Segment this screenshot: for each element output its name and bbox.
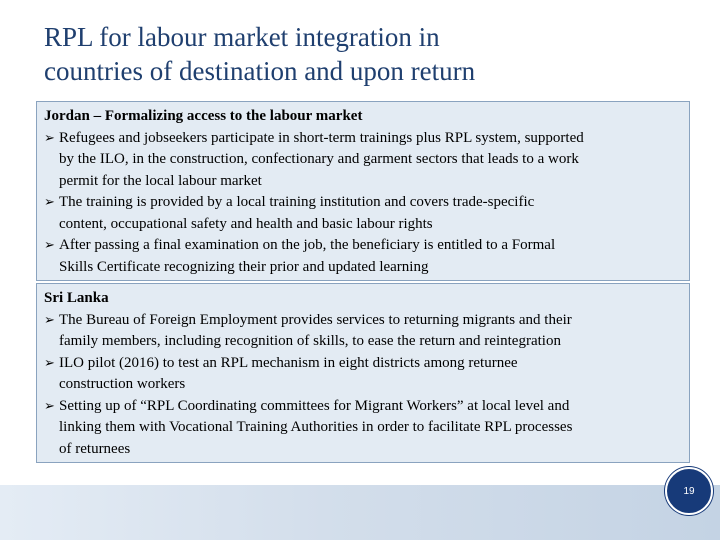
slide-title [44, 20, 684, 88]
bullet-line: by the ILO, in the construction, confectionary and garment sectors that leads to a work [59, 151, 579, 167]
arrow-bullet-icon: ➢ [44, 238, 55, 253]
section-heading: Sri Lanka [44, 290, 109, 306]
page-number: 19 [683, 485, 695, 497]
bullet-line: After passing a final examination on the job, the beneficiary is entitled to a Formal [59, 237, 556, 253]
bullet-line: The Bureau of Foreign Employment provides services to returning migrants and their [59, 311, 572, 328]
arrow-bullet-icon: ➢ [44, 398, 55, 414]
arrow-bullet-icon: ➢ [44, 355, 55, 371]
jordan-section [36, 101, 690, 281]
bullet-line: Skills Certificate recognizing their prior and updated learning [59, 258, 429, 275]
slide-title-line: RPL for labour market integration in [44, 22, 440, 52]
page-number-badge [665, 467, 713, 515]
bullet-item [44, 353, 683, 396]
bullet-item [44, 396, 683, 461]
bullet-line: The training is provided by a local training institution and covers trade-specific [59, 194, 535, 210]
bullet-line: family members, including recognition of skills, to ease the return and reintegration [59, 333, 561, 349]
bullet-line: ILO pilot (2016) to test an RPL mechanism in eight districts among returnee [59, 354, 518, 371]
bullet-item [44, 192, 683, 235]
arrow-bullet-icon: ➢ [44, 195, 55, 210]
slide-title-line: countries of destination and upon return [44, 56, 476, 86]
footer-band [0, 485, 720, 540]
bullet-line: linking them with Vocational Training Authorities in order to facilitate RPL processes [59, 419, 573, 435]
sri-lanka-section [36, 283, 690, 463]
bullet-line: Refugees and jobseekers participate in short-term trainings plus RPL system, supported [59, 129, 584, 146]
bullet-line: permit for the local labour market [59, 172, 262, 189]
bullet-line: content, occupational safety and health and basic labour rights [59, 215, 433, 232]
bullet-line: Setting up of “RPL Coordinating committees for Migrant Workers” at local level and [59, 397, 570, 414]
bullet-line: construction workers [59, 376, 186, 392]
arrow-bullet-icon: ➢ [44, 130, 55, 146]
bullet-item [44, 310, 683, 353]
bullet-item [44, 128, 683, 193]
bullet-item [44, 235, 683, 278]
arrow-bullet-icon: ➢ [44, 312, 55, 328]
section-heading: Jordan – Formalizing access to the labour market [44, 108, 363, 124]
bullet-line: of returnees [59, 440, 131, 457]
